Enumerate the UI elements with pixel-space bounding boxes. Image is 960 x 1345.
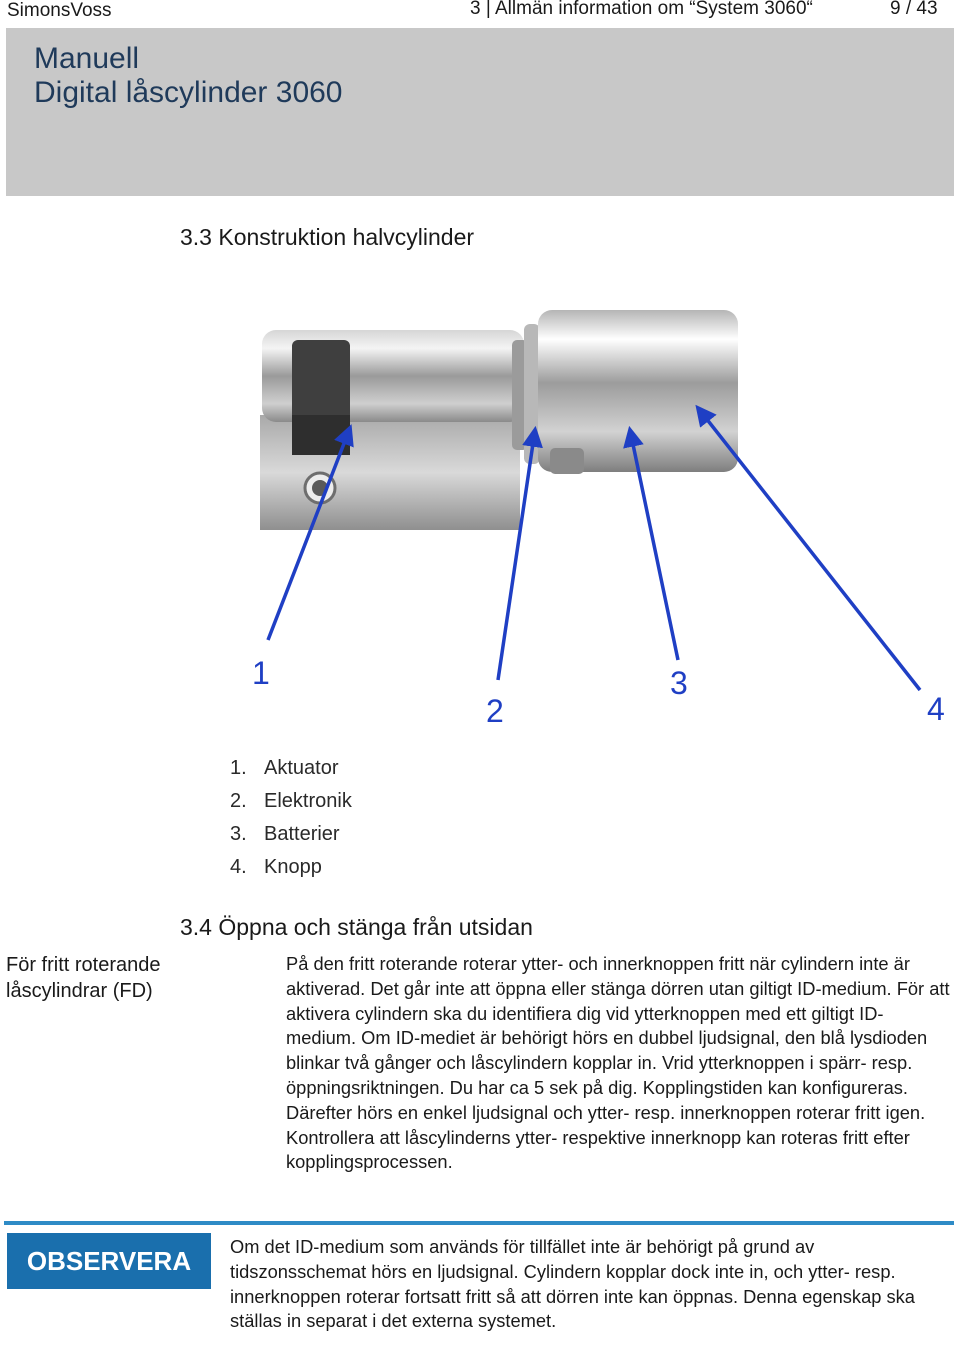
company-name: SimonsVoss: [7, 0, 112, 21]
list-item: 2. Elektronik: [230, 790, 352, 812]
side-label-free-rotating: För fritt roterande låscylindrar (FD): [6, 954, 161, 1002]
knob: [538, 310, 738, 472]
parts-list: [230, 754, 352, 886]
section-heading-construction: 3.3 Konstruktion halvcylinder: [180, 224, 475, 250]
callout-number-3: 3: [670, 665, 688, 701]
callout-number-1: 1: [252, 655, 270, 691]
half-cylinder-illustration: [200, 300, 960, 740]
list-item: 4. Knopp: [230, 856, 322, 878]
half-cylinder-figure: [200, 300, 960, 740]
list-item: 1. Aktuator: [230, 757, 339, 779]
callout-number-4: 4: [927, 691, 945, 727]
free-rotating-paragraph: På den fritt roterande roterar ytter- och innerknoppen fritt när cylindern inte är aktiverad. Det går inte att öppna eller stänga dörren utan giltigt ID-medium. För att aktivera cylindern ska du identifiera dig vid ytterknoppen med ett giltigt ID-medium. Om ID-mediet är behörigt hörs en dubbel ljudsignal, den blå lysdioden blinkar två gånger och låscylindern kopplar in. Vrid ytterknoppen i spärr- resp. öppningsriktningen. Du har ca 5 sek på dig. Kopplingstiden kan konfigureras. Därefter hörs en enkel ljudsignal och ytter- resp. innerknoppen roterar fritt igen. Kontrollera att låscylinderns ytter- respektive innerknopp kan roteras fritt efter kopplingsprocessen.: [286, 953, 950, 1173]
page-number: 9 / 43: [890, 0, 938, 19]
section-heading-open-close: 3.4 Öppna och stänga från utsidan: [180, 914, 533, 940]
banner-title-line1: Manuell: [34, 42, 140, 75]
banner-title-line2: Digital låscylinder 3060: [34, 76, 343, 109]
chapter-title: 3 | Allmän information om “System 3060“: [470, 0, 813, 19]
note-text: Om det ID-medium som används för tillfället inte är behörigt på grund av tidszonsschemat hörs en ljudsignal. Cylindern kopplar dock inte in, och ytter- resp. innerknoppen roterar fortsatt fritt så att dörren inte kan öppnas. Denna egenskap ska ställas in separat i det externa systemet.: [230, 1236, 915, 1332]
callout-arrow-4: [698, 408, 920, 690]
callout-number-2: 2: [486, 693, 504, 729]
title-banner: [6, 28, 954, 196]
list-item: 3. Batterier: [230, 823, 340, 845]
note-badge: OBSERVERA: [7, 1233, 211, 1289]
note-divider: [4, 1221, 954, 1225]
